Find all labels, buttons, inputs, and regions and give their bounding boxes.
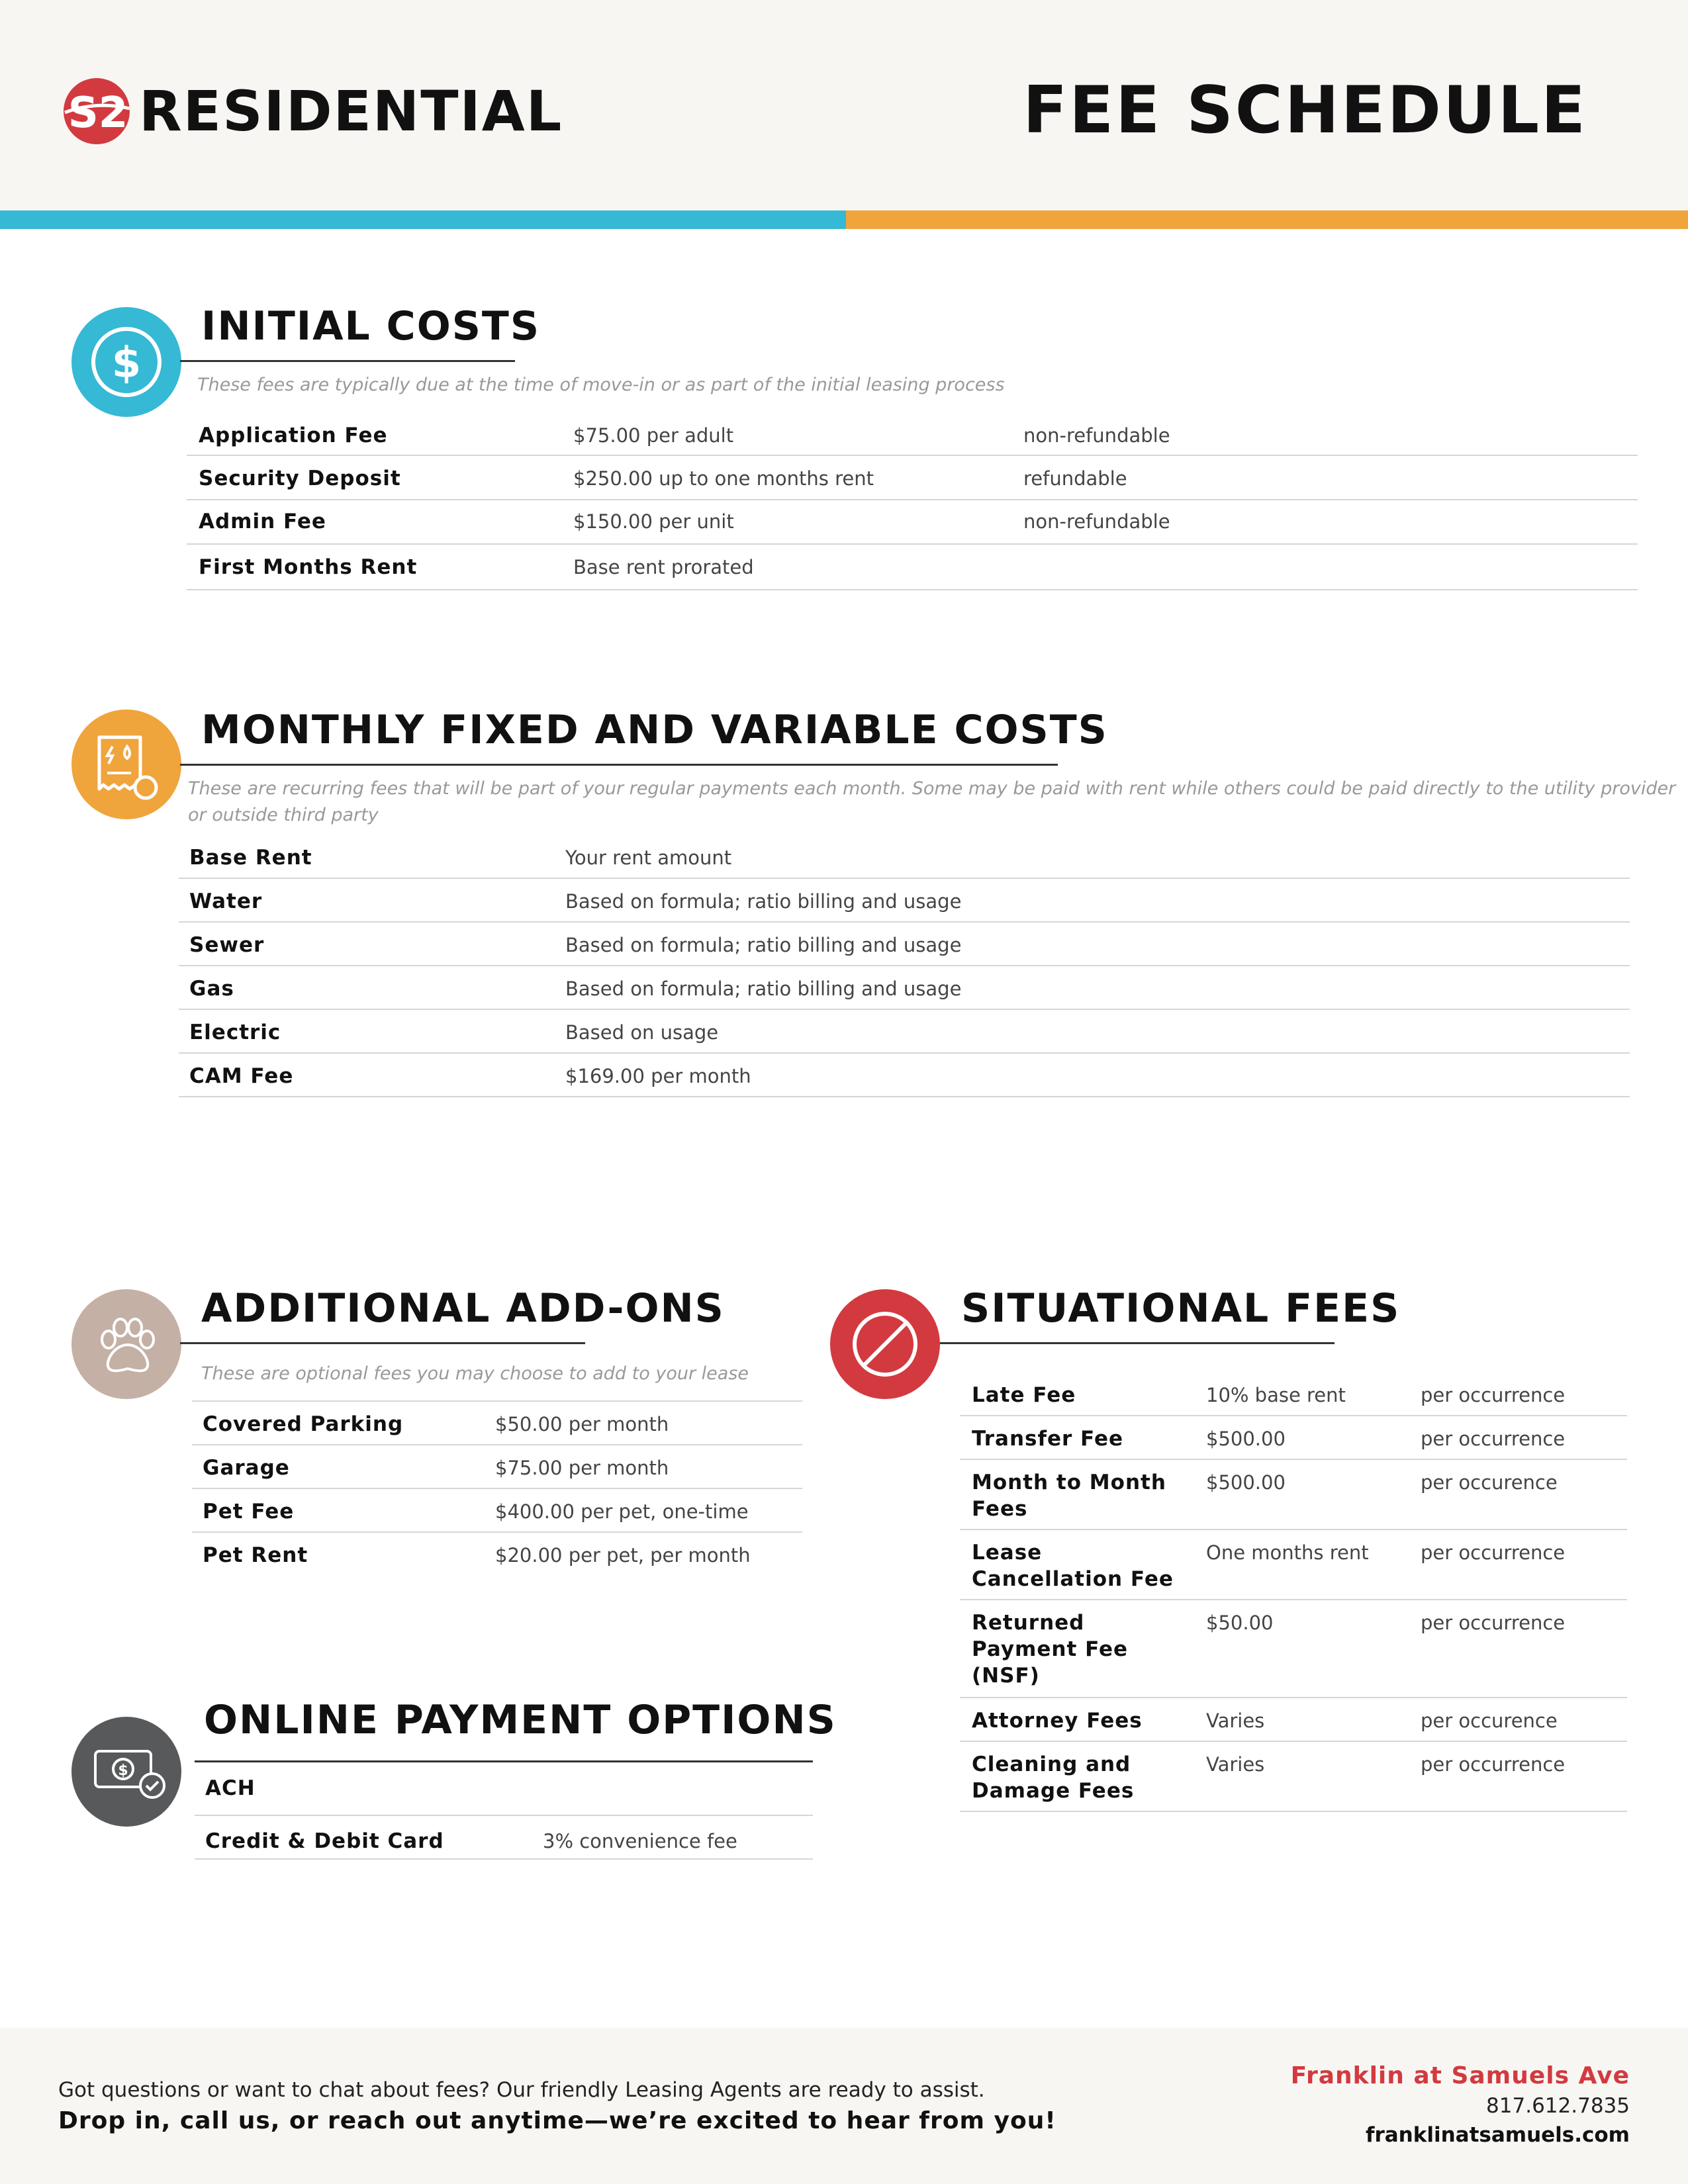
table-row: Garage $75.00 per month <box>192 1445 802 1489</box>
company-logo <box>61 71 563 151</box>
table-row: Application Fee $75.00 per adult non-refundable <box>187 410 1638 456</box>
addons-rule <box>180 1342 585 1344</box>
table-row: Returned Payment Fee (NSF) $50.00 per occurrence <box>960 1600 1627 1698</box>
footer-cta: Drop in, call us, or reach out anytime—we’re excited to hear from you! <box>58 2107 1056 2134</box>
table-row: Credit & Debit Card 3% convenience fee <box>195 1816 813 1860</box>
online-payment-title: ONLINE PAYMENT OPTIONS <box>204 1697 837 1743</box>
prohibited-icon <box>830 1289 940 1399</box>
footer-message: Got questions or want to chat about fees? Our friendly Leasing Agents are ready to assist. <box>58 2078 985 2102</box>
table-row: Pet Fee $400.00 per pet, one-time <box>192 1489 802 1533</box>
table-row: Cleaning and Damage Fees Varies per occurrence <box>960 1742 1627 1812</box>
table-row: Gas Based on formula; ratio billing and usage <box>179 966 1630 1010</box>
table-row: Transfer Fee $500.00 per occurrence <box>960 1416 1627 1460</box>
page-title: FEE SCHEDULE <box>1023 73 1587 148</box>
monthly-costs-table <box>179 835 1630 1097</box>
svg-text:S2: S2 <box>68 89 128 138</box>
monthly-costs-subtitle: These are recurring fees that will be part of your regular payments each month. Some may be paid with rent while others could be paid directly to the utility provider <box>188 778 1676 799</box>
website-link[interactable]: franklinatsamuels.com <box>1365 2123 1630 2147</box>
table-row: Pet Rent $20.00 per pet, per month <box>203 1543 751 1567</box>
table-row: Sewer Based on formula; ratio billing and usage <box>179 923 1630 966</box>
table-row: First Months Rent Base rent prorated <box>187 545 1638 590</box>
table-row: Security Deposit $250.00 up to one months rent refundable <box>187 456 1638 500</box>
logo-wordmark: RESIDENTIAL <box>139 79 563 144</box>
table-row: Water Based on formula; ratio billing and usage <box>179 879 1630 923</box>
page-footer <box>0 2028 1688 2184</box>
addons-table <box>192 1400 802 1576</box>
money-check-icon <box>71 1717 181 1827</box>
initial-costs-rule <box>180 360 515 362</box>
monthly-costs-title: MONTHLY FIXED AND VARIABLE COSTS <box>201 707 1108 753</box>
table-row: Month to Month Fees $500.00 per occurence <box>960 1460 1627 1530</box>
table-row: CAM Fee $169.00 per month <box>179 1054 1630 1097</box>
table-row: Base Rent Your rent amount <box>179 835 1630 879</box>
table-row: Attorney Fees Varies per occurence <box>960 1698 1627 1742</box>
s2-logo-icon <box>61 74 135 148</box>
paw-icon <box>71 1289 181 1399</box>
svg-text:$: $ <box>111 339 142 388</box>
utility-bill-icon <box>71 709 181 819</box>
monthly-costs-rule <box>180 764 1058 766</box>
accent-bar-orange <box>846 210 1688 229</box>
phone-number[interactable]: 817.612.7835 <box>1486 2094 1630 2118</box>
property-name: Franklin at Samuels Ave <box>1290 2062 1630 2089</box>
table-row: Covered Parking $50.00 per month <box>192 1402 802 1445</box>
monthly-costs-subtitle-cont: or outside third party <box>188 805 379 825</box>
table-row: Lease Cancellation Fee One months rent per occurrence <box>960 1530 1627 1600</box>
svg-text:$: $ <box>118 1762 128 1779</box>
addons-subtitle: These are optional fees you may choose to add to your lease <box>201 1363 749 1384</box>
accent-bar-blue <box>0 210 846 229</box>
dollar-icon <box>71 307 181 417</box>
situational-fees-title: SITUATIONAL FEES <box>961 1285 1401 1332</box>
initial-costs-subtitle: These fees are typically due at the time of move-in or as part of the initial leasing process <box>197 375 1005 395</box>
initial-costs-table <box>187 410 1638 590</box>
table-row: Admin Fee $150.00 per unit non-refundable <box>187 500 1638 545</box>
initial-costs-title: INITIAL COSTS <box>201 303 541 349</box>
table-row: ACH <box>195 1762 813 1816</box>
online-payment-table <box>195 1762 813 1860</box>
table-row: Late Fee 10% base rent per occurrence <box>960 1373 1627 1416</box>
situational-fees-rule <box>940 1342 1335 1344</box>
situational-fees-table <box>960 1373 1627 1812</box>
addons-title: ADDITIONAL ADD-ONS <box>201 1285 725 1332</box>
table-row: Electric Based on usage <box>179 1010 1630 1054</box>
